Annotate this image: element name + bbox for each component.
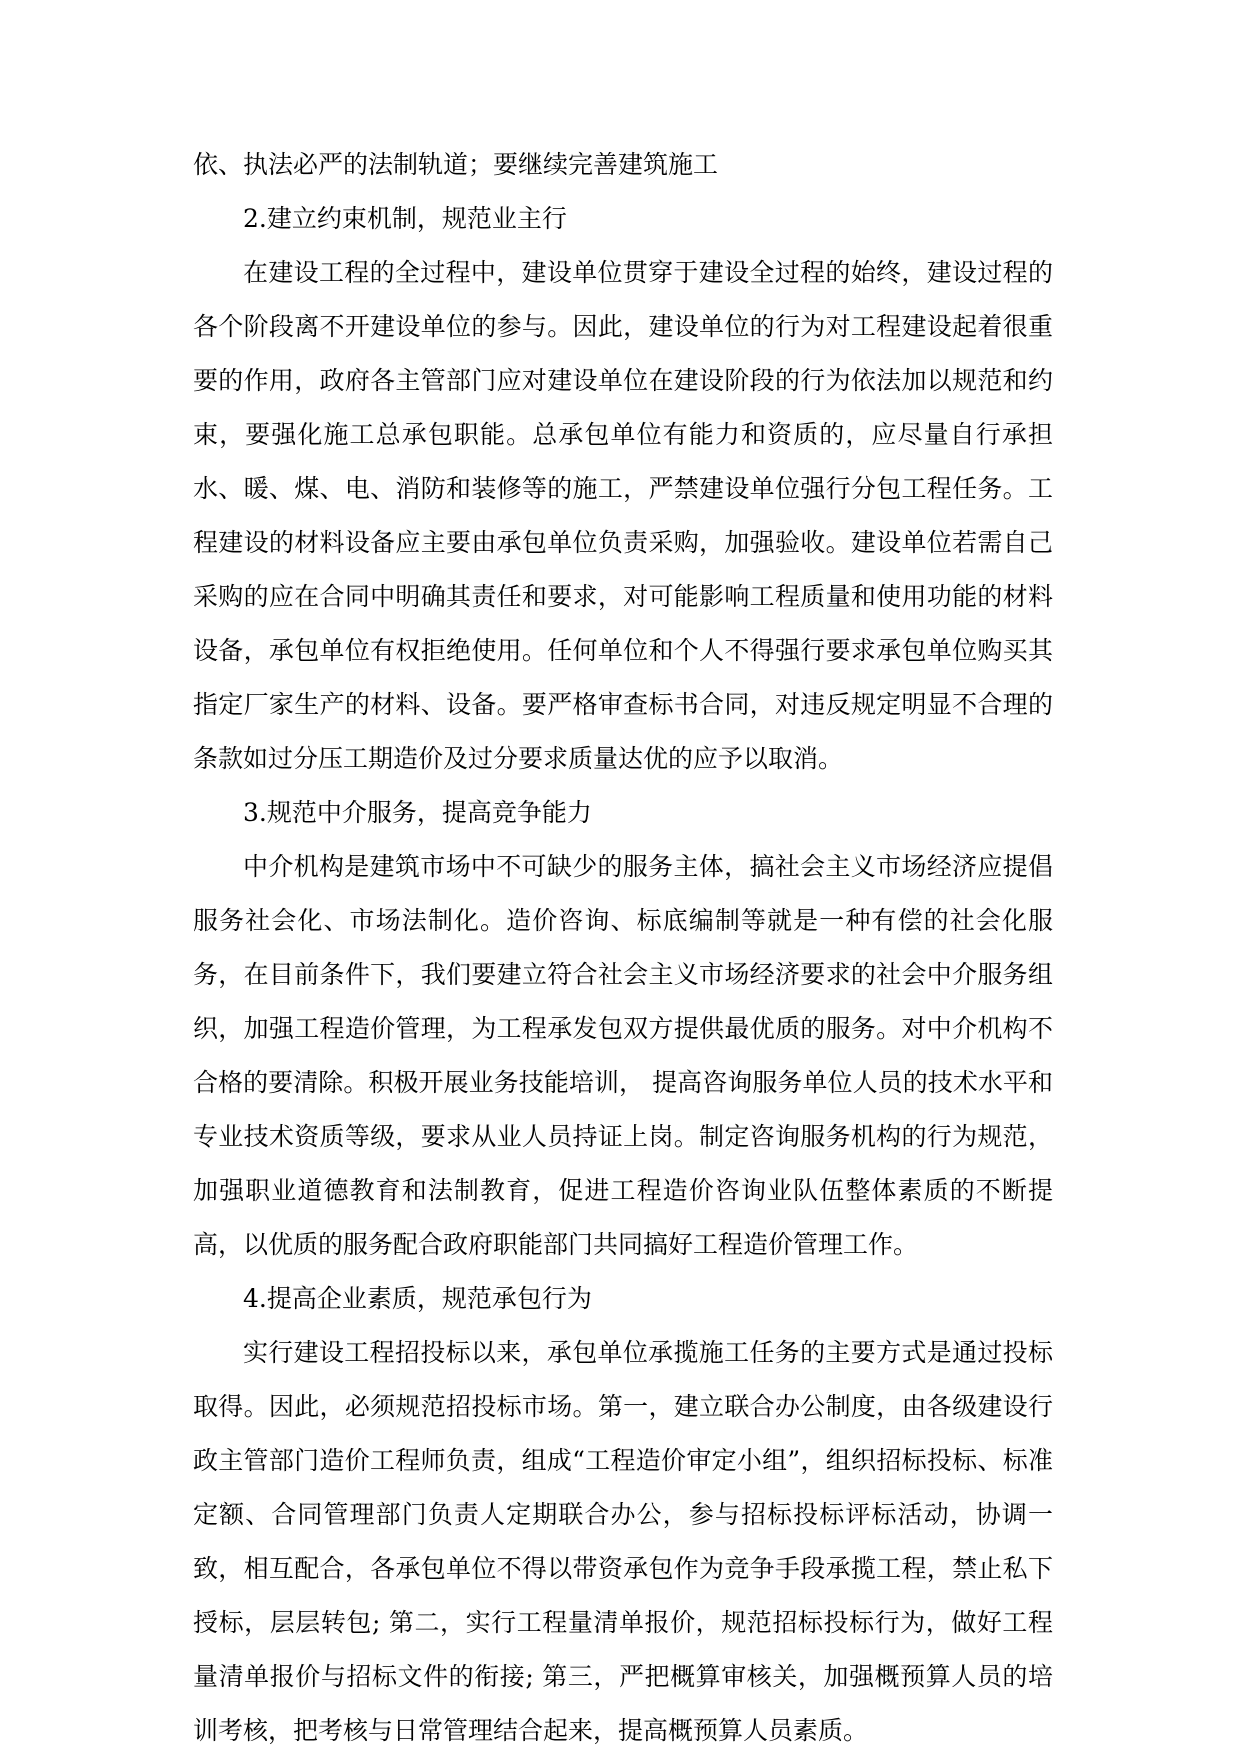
section-4-heading: 4.提高企业素质，规范承包行为 [243,1284,592,1313]
intro-line: 依、执法必严的法制轨道；要继续完善建筑施工 [193,150,719,179]
document-page [193,138,1053,1758]
section-2-body: 在建设工程的全过程中，建设单位贯穿于建设全过程的始终，建设过程的各个阶段离不开建设单位的参与。因此，建设单位的行为对工程建设起着很重要的作用，政府各主管部门应对建设单位在建设阶段的行为依法加以规范和约束，要强化施工总承包职能。总承包单位有能力和资质的，应尽量自行承担水、暖、煤、电、消防和装修等的施工，严禁建设单位强行分包工程任务。工程建设的材料设备应主要由承包单位负责采购，加强验收。建设单位若需自己采购的应在合同中明确其责任和要求，对可能影响工程质量和使用功能的材料设备，承包单位有权拒绝使用。任何单位和个人不得强行要求承包单位购买其指定厂家生产的材料、设备。要严格审查标书合同，对违反规定明显不合理的条款如过分压工期造价及过分要求质量达优的应予以取消。 [193,258,1053,773]
section-2-heading: 2.建立约束机制，规范业主行 [243,204,567,233]
section-3-body: 中介机构是建筑市场中不可缺少的服务主体，搞社会主义市场经济应提倡服务社会化、市场法制化。造价咨询、标底编制等就是一种有偿的社会化服务，在目前条件下，我们要建立符合社会主义市场经济要求的社会中介服务组织，加强工程造价管理，为工程承发包双方提供最优质的服务。对中介机构不合格的要清除。积极开展业务技能培训， 提高咨询服务单位人员的技术水平和专业技术资质等级，要求从业人员持证上岗。制定咨询服务机构的行为规范，加强职业道德教育和法制教育，促进工程造价咨询业队伍整体素质的不断提高，以优质的服务配合政府职能部门共同搞好工程造价管理工作。 [193,852,1053,1259]
section-3-heading: 3.规范中介服务，提高竞争能力 [243,798,592,827]
section-4-body: 实行建设工程招投标以来，承包单位承揽施工任务的主要方式是通过投标取得。因此，必须规范招投标市场。第一，建立联合办公制度，由各级建设行政主管部门造价工程师负责，组成“工程造价审定小组”，组织招标投标、标准定额、合同管理部门负责人定期联合办公，参与招标投标评标活动，协调一致，相互配合，各承包单位不得以带资承包作为竞争手段承揽工程，禁止私下授标，层层转包; 第二，实行工程量清单报价，规范招标投标行为，做好工程量清单报价与招标文件的衔接; 第三，严把概算审核关，加强概预算人员的培训考核，把考核与日常管理结合起来，提高概预算人员素质。 [193,1338,1053,1745]
